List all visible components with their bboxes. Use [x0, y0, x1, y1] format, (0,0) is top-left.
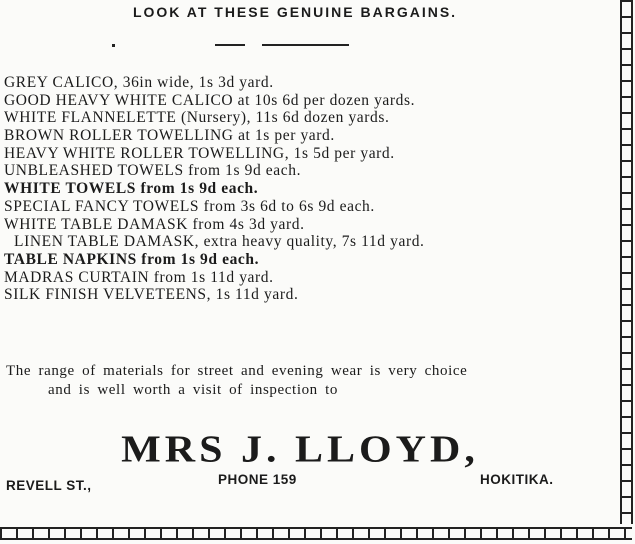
ornament-rule-long	[262, 44, 349, 46]
phone-number: PHONE 159	[218, 472, 297, 487]
paragraph-line-2: and is well worth a visit of inspection to	[48, 382, 338, 398]
merchant-name: MRS J. LLOYD,	[121, 429, 479, 471]
paragraph-line-1: The range of materials for street and evening wear is very choice	[6, 363, 468, 379]
bargain-list	[4, 74, 594, 304]
decorative-border-bottom	[0, 527, 632, 540]
footer	[0, 470, 600, 493]
list-item: BROWN ROLLER TOWELLING at 1s per yard.	[4, 127, 335, 145]
list-item: UNBLEASHED TOWELS from 1s 9d each.	[4, 162, 302, 180]
list-item: WHITE TOWELS from 1s 9d each.	[4, 180, 259, 198]
list-item: LINEN TABLE DAMASK, extra heavy quality, 7s 11d yard.	[14, 233, 425, 251]
street-address: REVELL ST.,	[6, 478, 92, 493]
list-item: GREY CALICO, 36in wide, 1s 3d yard.	[4, 74, 274, 91]
list-item: TABLE NAPKINS from 1s 9d each.	[4, 250, 260, 268]
decorative-border-right	[620, 0, 633, 524]
ad-heading: LOOK AT THESE GENUINE BARGAINS.	[132, 4, 458, 20]
list-item: GOOD HEAVY WHITE CALICO at 10s 6d per dozen yards.	[4, 91, 416, 109]
ornament-rule-short	[215, 44, 245, 46]
list-item: SPECIAL FANCY TOWELS from 3s 6d to 6s 9d each.	[4, 197, 375, 215]
ornament-dot	[112, 44, 115, 47]
list-item: HEAVY WHITE ROLLER TOWELLING, 1s 5d per yard.	[4, 144, 395, 162]
list-item: MADRAS CURTAIN from 1s 11d yard.	[4, 268, 274, 286]
list-item: SILK FINISH VELVETEENS, 1s 11d yard.	[4, 286, 299, 304]
list-item: WHITE FLANNELETTE (Nursery), 11s 6d dozen yards.	[4, 109, 390, 127]
description-paragraph	[6, 362, 606, 400]
town-name: HOKITIKA.	[480, 472, 554, 487]
list-item: WHITE TABLE DAMASK from 4s 3d yard.	[4, 215, 305, 233]
